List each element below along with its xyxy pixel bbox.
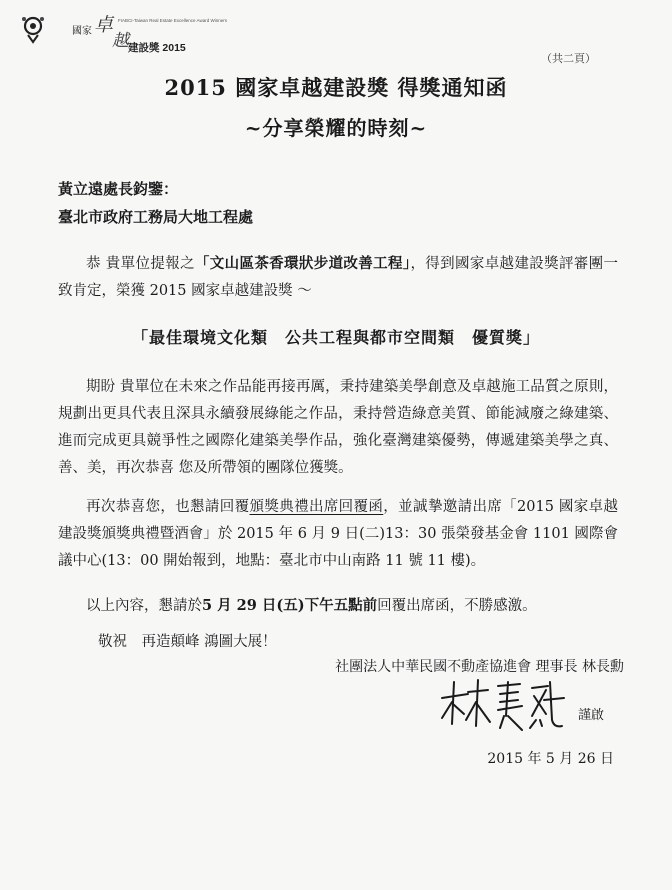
logo-small-text: FIABCI-Taiwan Real Estate Excellence Award Winners	[118, 18, 227, 23]
sender-line: 社團法人中華民國不動產協進會 理事長 林長勳	[335, 659, 624, 675]
project-name: 「文山區茶香環狀步道改善工程」	[194, 255, 411, 272]
logo-text-zhuo: 卓	[94, 14, 114, 36]
recipient-salutation: 黃立遠處長鈞鑒：	[58, 180, 179, 198]
reply-deadline: 5 月 29 日(五)下午五點前	[202, 597, 378, 614]
para4-before: 以上內容，懇請於	[86, 598, 202, 614]
letter-date: 2015 年 5 月 26 日	[487, 751, 614, 767]
closing-wishes: 敬祝 再造顛峰 鴻圖大展！	[98, 634, 277, 650]
logo-mark-icon	[18, 14, 48, 44]
para4-after: 回覆出席函，不勝感激。	[377, 598, 537, 614]
handwritten-signature	[438, 676, 568, 738]
reply-form-link-text: 頒獎典禮出席回覆函	[249, 499, 384, 515]
para3-before: 再次恭喜您，也懇請回覆	[86, 499, 250, 515]
para1-after: ，得到國家卓越建設獎評審團一致肯定，榮獲 2015 國家卓越建設獎 ～	[58, 256, 619, 299]
award-category: 「最佳環境文化類 公共工程與都市空間類 優質獎」	[131, 328, 540, 347]
recipient-organization: 臺北市政府工務局大地工程處	[58, 208, 254, 226]
para3-after: ，並誠摯邀請出席「2015 國家卓越建設獎頒獎典禮暨酒會」於 2015 年 6 月 9 日(二)13：30 張榮發基金會 1101 國際會議中心(13：00 開始報到，地點：臺北市中山南路 11 號 11 樓)。	[58, 499, 619, 569]
para1-before: 恭 貴單位提報之	[86, 256, 195, 272]
letter-subtitle: ~分享榮耀的時刻~	[244, 116, 428, 140]
letter-title: 2015 國家卓越建設獎 得獎通知函	[164, 75, 508, 100]
respect-closing: 謹啟	[578, 708, 605, 723]
page-count: （共二頁）	[541, 52, 596, 65]
award-logo	[18, 10, 227, 56]
paragraph-deadline	[58, 592, 618, 620]
paragraph-invitation	[58, 494, 618, 575]
logo-award-text: 建設獎 2015	[128, 42, 186, 54]
paragraph-expectation	[58, 374, 618, 482]
logo-text-guojia: 國家	[72, 26, 92, 37]
paragraph-notification	[58, 250, 618, 305]
logo-text-yue: 越	[112, 31, 129, 51]
para2-text: 期盼 貴單位在未來之作品能再接再厲，秉持建築美學創意及卓越施工品質之原則，規劃出更具代表且深具永續發展綠能之作品，秉持營造綠意美質、節能減廢之綠建築、進而完成更具競爭性之國際化建築美學作品，強化臺灣建築優勢，傳遞建築美學之真、善、美，再次恭喜 您及所帶領的團隊位獲獎。	[58, 379, 618, 476]
